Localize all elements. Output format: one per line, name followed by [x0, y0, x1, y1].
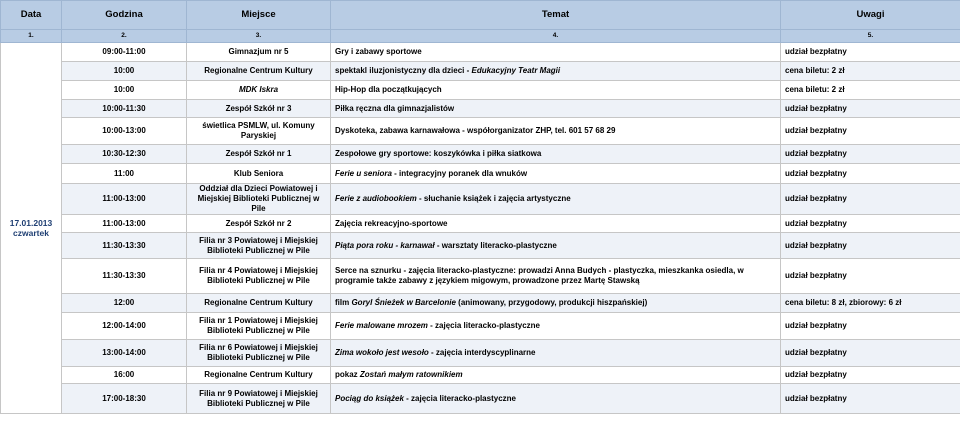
topic-cell [331, 100, 781, 118]
topic-text: Goryl Śnieżek w Barcelonie [351, 298, 456, 307]
place-cell: Zespół Szkół nr 1 [187, 145, 331, 164]
notes-cell: udział bezpłatny [781, 233, 960, 259]
date-text: 17.01.2013 [9, 218, 53, 228]
table-row [1, 164, 960, 184]
col-number-4: 4. [331, 30, 781, 43]
topic-cell [331, 313, 781, 340]
table-row [1, 62, 960, 81]
table-row [1, 145, 960, 164]
time-cell: 12:00 [62, 294, 187, 313]
topic-cell [331, 81, 781, 100]
notes-cell: udział bezpłatny [781, 100, 960, 118]
notes-cell: udział bezpłatny [781, 340, 960, 367]
time-cell: 11:00-13:00 [62, 215, 187, 233]
header-row [1, 1, 960, 30]
topic-cell [331, 215, 781, 233]
place-cell: Zespół Szkół nr 3 [187, 100, 331, 118]
place-cell: Filia nr 3 Powiatowej i Miejskiej Biblioteki Publicznej w Pile [187, 233, 331, 259]
topic-text: Ferie u seniora [335, 168, 392, 178]
column-number-row [1, 30, 960, 43]
table-row [1, 294, 960, 313]
time-cell: 11:00-13:00 [62, 184, 187, 215]
topic-text: film [335, 298, 352, 307]
table-row [1, 340, 960, 367]
topic-cell [331, 259, 781, 294]
place-cell: Filia nr 6 Powiatowej i Miejskiej Biblioteki Publicznej w Pile [187, 340, 331, 367]
topic-text: Pociąg do książek [335, 393, 404, 403]
topic-text: - integracyjny poranek dla wnuków [391, 168, 528, 178]
topic-text: - zajęcia literacko-plastyczne [403, 393, 516, 403]
col-number-5: 5. [781, 30, 960, 43]
place-cell: Regionalne Centrum Kultury [187, 62, 331, 81]
place-cell: Gimnazjum nr 5 [187, 43, 331, 62]
topic-cell [331, 43, 781, 62]
table-row [1, 118, 960, 145]
table-row [1, 384, 960, 414]
col-header-notes: Uwagi [781, 1, 960, 30]
col-header-time: Godzina [62, 1, 187, 30]
topic-text: - słuchanie książek i zajęcia artystyczne [416, 194, 571, 203]
col-header-place: Miejsce [187, 1, 331, 30]
notes-cell: udział bezpłatny [781, 164, 960, 184]
col-number-1: 1. [1, 30, 62, 43]
place-cell: Klub Seniora [187, 164, 331, 184]
table-row [1, 233, 960, 259]
topic-text: (animowany, przygodowy, produkcji hiszpańskiej) [455, 298, 648, 307]
topic-text: spektakl iluzjonistyczny dla dzieci - [335, 66, 472, 75]
time-cell: 10:00 [62, 62, 187, 81]
topic-text: Serce na sznurku - zajęcia literacko-plastyczne: prowadzi Anna Budych - plastyczka, mieszkanka osiedla, w programie także zabawy z językiem migowym, prowadzone przez Martę Stawską [335, 266, 744, 285]
notes-cell: udział bezpłatny [781, 184, 960, 215]
place-cell: Zespół Szkół nr 2 [187, 215, 331, 233]
time-cell: 11:00 [62, 164, 187, 184]
topic-cell [331, 233, 781, 259]
col-number-2: 2. [62, 30, 187, 43]
table-row [1, 43, 960, 62]
topic-text: Hip-Hop dla początkujących [335, 85, 442, 94]
topic-text: Zespołowe gry sportowe: koszykówka i piłka siatkowa [335, 149, 542, 158]
topic-cell [331, 294, 781, 313]
notes-cell: udział bezpłatny [781, 118, 960, 145]
topic-cell [331, 384, 781, 414]
notes-cell: cena biletu: 8 zł, zbiorowy: 6 zł [781, 294, 960, 313]
place-cell: MDK Iskra [187, 81, 331, 100]
topic-text: Dyskoteka, zabawa karnawałowa - współorganizator ZHP, tel. 601 57 68 29 [335, 126, 616, 135]
place-cell: Regionalne Centrum Kultury [187, 294, 331, 313]
notes-cell: udział bezpłatny [781, 367, 960, 384]
notes-cell: udział bezpłatny [781, 313, 960, 340]
topic-text: Piłka ręczna dla gimnazjalistów [335, 103, 455, 113]
place-cell: Filia nr 9 Powiatowej i Miejskiej Biblioteki Publicznej w Pile [187, 384, 331, 414]
date-cell [1, 43, 62, 414]
topic-text: Zajęcia rekreacyjno-sportowe [335, 218, 448, 228]
col-header-date: Data [1, 1, 62, 30]
table-row [1, 313, 960, 340]
topic-text: Ferie malowane mrozem [335, 321, 428, 330]
table-row [1, 184, 960, 215]
time-cell: 10:00-13:00 [62, 118, 187, 145]
notes-cell: udział bezpłatny [781, 43, 960, 62]
topic-cell [331, 145, 781, 164]
topic-text: Edukacyjny Teatr Magii [471, 66, 561, 75]
topic-cell [331, 184, 781, 215]
table-row [1, 367, 960, 384]
table-row [1, 100, 960, 118]
col-header-topic: Temat [331, 1, 781, 30]
notes-cell: udział bezpłatny [781, 259, 960, 294]
topic-text: Zima wokoło jest wesoło [335, 348, 429, 357]
time-cell: 09:00-11:00 [62, 43, 187, 62]
notes-cell: cena biletu: 2 zł [781, 62, 960, 81]
time-cell: 11:30-13:30 [62, 259, 187, 294]
place-cell: Filia nr 4 Powiatowej i Miejskiej Biblioteki Publicznej w Pile [187, 259, 331, 294]
notes-cell: udział bezpłatny [781, 145, 960, 164]
place-cell: świetlica PSMLW, ul. Komuny Paryskiej [187, 118, 331, 145]
schedule-body [1, 43, 960, 414]
notes-cell: cena biletu: 2 zł [781, 81, 960, 100]
time-cell: 10:30-12:30 [62, 145, 187, 164]
topic-cell [331, 164, 781, 184]
time-cell: 17:00-18:30 [62, 384, 187, 414]
place-cell: Filia nr 1 Powiatowej i Miejskiej Biblioteki Publicznej w Pile [187, 313, 331, 340]
time-cell: 16:00 [62, 367, 187, 384]
time-cell: 11:30-13:30 [62, 233, 187, 259]
col-number-3: 3. [187, 30, 331, 43]
table-row [1, 215, 960, 233]
topic-text: Gry i zabawy sportowe [335, 47, 422, 56]
time-cell: 12:00-14:00 [62, 313, 187, 340]
topic-text: - zajęcia literacko-plastyczne [427, 321, 540, 330]
topic-text: Ferie z audiobookiem [335, 194, 417, 203]
topic-cell [331, 367, 781, 384]
topic-text: Piąta pora roku - karnawał [335, 240, 435, 250]
time-cell: 13:00-14:00 [62, 340, 187, 367]
place-cell: Regionalne Centrum Kultury [187, 367, 331, 384]
topic-text: - zajęcia interdyscyplinarne [428, 348, 536, 357]
time-cell: 10:00-11:30 [62, 100, 187, 118]
place-cell: Oddział dla Dzieci Powiatowej i Miejskiej Biblioteki Publicznej w Pile [187, 184, 331, 215]
table-row [1, 81, 960, 100]
topic-text: pokaz [335, 370, 360, 379]
notes-cell: udział bezpłatny [781, 215, 960, 233]
weekday-text: czwartek [13, 228, 49, 238]
topic-cell [331, 118, 781, 145]
topic-text: - warsztaty literacko-plastyczne [434, 240, 557, 250]
topic-cell [331, 62, 781, 81]
table-row [1, 259, 960, 294]
topic-text: Zostań małym ratownikiem [359, 370, 463, 379]
topic-cell [331, 340, 781, 367]
time-cell: 10:00 [62, 81, 187, 100]
notes-cell: udział bezpłatny [781, 384, 960, 414]
